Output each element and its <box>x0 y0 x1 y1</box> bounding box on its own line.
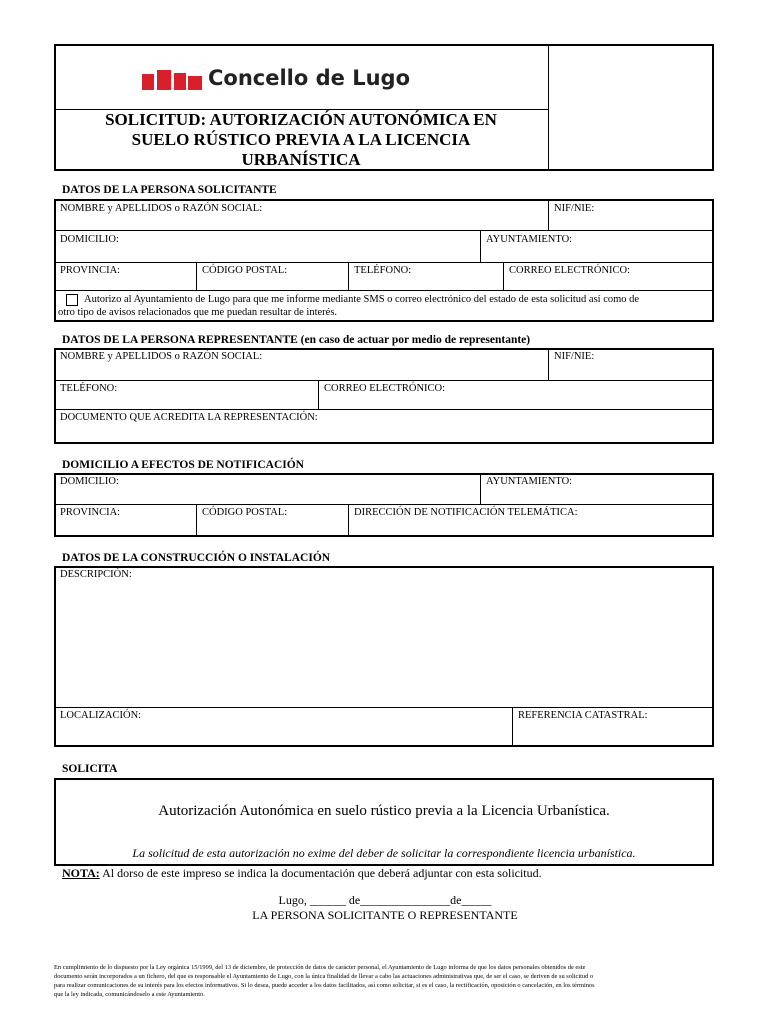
title-line-2: SUELO RÚSTICO PREVIA A LA LICENCIA <box>131 130 471 149</box>
footer-line-1: En cumplimiento de lo dispuesto por la Ley orgánica 15/1999, del 13 de diciembre, de protección de datos de carácter personal, el Ayuntamiento de Lugo informa de que los datos personales obtenidos de este <box>54 964 586 971</box>
solicita-text: Autorización Autonómica en suelo rústico previa a la Licencia Urbanística. <box>158 803 610 819</box>
logo-text: Concello de Lugo <box>208 66 410 90</box>
solicitante-nombre-field[interactable]: NOMBRE y APELLIDOS o RAZÓN SOCIAL: <box>60 203 263 214</box>
autorizo-line-1: Autorizo al Ayuntamiento de Lugo para que me informe mediante SMS o correo electrónico del estado de esta solicitud así como de <box>84 294 640 305</box>
autorizo-line-2: otro tipo de avisos relacionados que me puedan resultar de interés. <box>58 307 338 318</box>
solicitante-telefono-field[interactable]: TELÉFONO: <box>354 265 412 276</box>
notificacion-direccion-telematica-field[interactable]: DIRECCIÓN DE NOTIFICACIÓN TELEMÁTICA: <box>354 507 578 518</box>
title-line-3: URBANÍSTICA <box>241 150 361 169</box>
col-divider <box>548 199 549 230</box>
logo <box>142 66 452 96</box>
solicitante-codigo-postal-field[interactable]: CÓDIGO POSTAL: <box>202 265 288 276</box>
col-divider <box>480 230 481 262</box>
construccion-descripcion-field[interactable]: DESCRIPCIÓN: <box>60 569 132 580</box>
firma-lugar: Lugo, ______ de_______________de_____ <box>278 893 492 907</box>
col-divider <box>196 504 197 537</box>
privacy-footer <box>54 963 718 999</box>
construccion-localizacion-field[interactable]: LOCALIZACIÓN: <box>60 710 142 721</box>
solicitante-provincia-field[interactable]: PROVINCIA: <box>60 265 121 276</box>
solicitante-correo-field[interactable]: CORREO ELECTRÓNICO: <box>509 265 631 276</box>
notificacion-codigo-postal-field[interactable]: CÓDIGO POSTAL: <box>202 507 288 518</box>
construccion-referencia-catastral-field[interactable]: REFERENCIA CATASTRAL: <box>518 710 648 721</box>
solicitante-heading: DATOS DE LA PERSONA SOLICITANTE <box>62 184 277 196</box>
representante-correo-field[interactable]: CORREO ELECTRÓNICO: <box>324 383 446 394</box>
solicita-heading: SOLICITA <box>62 763 118 775</box>
notificacion-provincia-field[interactable]: PROVINCIA: <box>60 507 121 518</box>
representante-heading: DATOS DE LA PERSONA REPRESENTANTE (en caso de actuar por medio de representante) <box>62 334 531 346</box>
notificacion-heading: DOMICILIO A EFECTOS DE NOTIFICACIÓN <box>62 459 304 471</box>
notificacion-domicilio-field[interactable]: DOMICILIO: <box>60 476 119 487</box>
title-line-1: SOLICITUD: AUTORIZACIÓN AUTONÓMICA EN <box>105 110 497 129</box>
representante-nombre-field[interactable]: NOMBRE y APELLIDOS o RAZÓN SOCIAL: <box>60 351 263 362</box>
header-divider-vertical <box>548 44 549 171</box>
representante-telefono-field[interactable]: TELÉFONO: <box>60 383 118 394</box>
footer-line-3: para realizar comunicaciones de su interés para los efectos informativos. Si lo desea, puede acceder a los datos facilitados, así como solicitar, si es el caso, la rectificación, oposición o cancelación, en los términos <box>54 982 595 989</box>
solicita-note: La solicitud de esta autorización no exime del deber de solicitar la correspondiente licencia urbanística. <box>132 846 636 860</box>
logo-icon <box>142 68 204 92</box>
row-divider <box>54 230 714 231</box>
representante-nif-field[interactable]: NIF/NIE: <box>554 351 595 362</box>
col-divider <box>348 262 349 290</box>
solicitante-nif-field[interactable]: NIF/NIE: <box>554 203 595 214</box>
nota-label: NOTA: <box>62 866 100 880</box>
footer-line-2: documento serán incorporados a un fichero, del que es responsable el Ayuntamiento de Lugo, con la única finalidad de llevar a cabo las actuaciones administrativas que, de ser el caso, se deriven de su solicitud o <box>54 973 594 980</box>
construccion-heading: DATOS DE LA CONSTRUCCIÓN O INSTALACIÓN <box>62 552 331 564</box>
nota-text: Al dorso de este impreso se indica la documentación que deberá adjuntar con esta solicitud. <box>99 866 542 880</box>
page-title <box>56 110 546 170</box>
solicitante-domicilio-field[interactable]: DOMICILIO: <box>60 234 119 245</box>
autorizo-text <box>58 293 710 319</box>
representante-documento-field[interactable]: DOCUMENTO QUE ACREDITA LA REPRESENTACIÓN: <box>60 412 318 423</box>
col-divider <box>196 262 197 290</box>
notificacion-ayuntamiento-field[interactable]: AYUNTAMIENTO: <box>486 476 573 487</box>
nota-line <box>62 866 542 881</box>
row-divider <box>54 290 714 291</box>
col-divider <box>512 707 513 747</box>
col-divider <box>548 348 549 380</box>
col-divider <box>503 262 504 290</box>
solicitante-ayuntamiento-field[interactable]: AYUNTAMIENTO: <box>486 234 573 245</box>
firma-persona: LA PERSONA SOLICITANTE O REPRESENTANTE <box>252 908 518 922</box>
col-divider <box>318 380 319 409</box>
footer-line-4: que la ley indicada, comunicándoselo a este Ayuntamiento. <box>54 991 205 998</box>
col-divider <box>348 504 349 537</box>
col-divider <box>480 473 481 504</box>
